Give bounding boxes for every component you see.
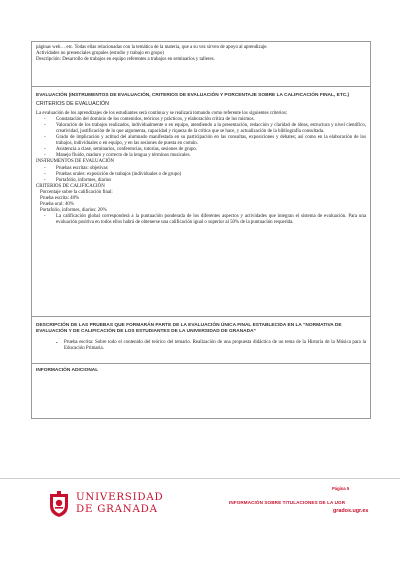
criterio-item: - Constatación del dominio de los contenidos, teóricos y prácticos, y elaboración crítica de los mismos. — [36, 117, 366, 123]
criterios-title: CRITERIOS DE EVALUACIÓN — [36, 101, 109, 108]
criterio-item: - Grado de implicación y actitud del alumnado manifestada en su participación en las consultas, exposiciones y debates; así como en la elaboración de los trabajos, individuales o en equipo, y en las sesiones de puesta en común. — [36, 135, 366, 147]
guide-table — [31, 41, 371, 419]
calificacion-title: CRITERIOS DE CALIFICACIÓN — [36, 183, 105, 189]
criterios-list — [36, 117, 366, 160]
calificacion-line: Portafolio, informes, diarios: 20% — [40, 208, 107, 214]
calificacion-note-list — [36, 214, 366, 226]
grados-link[interactable]: grados.ugr.es — [333, 508, 369, 514]
instrumento-item: - Pruebas escritas: objetivas — [36, 166, 366, 172]
calificacion-line: Prueba escrita: 40% — [40, 196, 80, 201]
criterio-item: - Valoración de los trabajos realizados, individualmente o en equipo, atendiendo a la presentación, redacción y claridad de ideas, estructura y nivel científico, creatividad, justificación de lo que argumenta, capacidad y riqueza de la crítica que se hace, y actualización de la bibliografía consultada. — [36, 123, 366, 135]
footer-info-title: INFORMACIÓN SOBRE TITULACIONES DE LA UGR — [229, 500, 346, 505]
instrumentos-list — [36, 166, 366, 184]
calificacion-line: Porcentaje sobre la calificación final: — [40, 189, 113, 195]
section-evaluacion-unica — [32, 317, 370, 364]
instrumento-item: - Portafolio, informes, diarios — [36, 178, 366, 184]
page-number: Página 5 — [332, 486, 350, 491]
instrumentos-title: INSTRUMENTOS DE EVALUACIÓN — [36, 159, 115, 165]
metodologia-line-3: Descripción: Desarrollo de trabajos en equipo referentes a trabajos en seminarios y talleres. — [36, 57, 215, 63]
metodologia-line-2: Actividades no presenciales grupales (estudio y trabajo en grupo) — [36, 51, 164, 57]
evaluacion-unica-item: • Prueba escrita: Sobre todo el contenido del teórico del temario. Realización de una propuesta didáctica de un tema de la Historia de la Música para la Educación Primaria. — [36, 340, 366, 352]
university-name-line-1: UNIVERSIDAD — [76, 492, 164, 503]
evaluacion-heading: EVALUACIÓN (INSTRUMENTOS DE EVALUACIÓN, CRITERIOS DE EVALUACIÓN Y PORCENTAJE SOBRE LA CALIFICACIÓN FINAL, ETC.) — [36, 93, 350, 98]
university-name — [76, 492, 163, 516]
section-metodologia — [32, 42, 370, 87]
criterio-item: - Asistencia a clase, seminarios, conferencias, tutorías, sesiones de grupo. — [36, 147, 366, 153]
criterios-intro: La evaluación de los aprendizajes de los estudiantes será continua y se realizará tomando como referente los siguientes criterios: — [36, 110, 288, 116]
calificacion-line: Prueba oral: 40% — [40, 202, 74, 208]
calificacion-note: - La calificación global corresponderá a la puntuación ponderada de los diferentes aspectos y actividades que integran el sistema de evaluación. Para una evaluación positiva en todos ellos habrá de obtenerse una calificación igual o superior al 50% de la puntuación requerida. — [36, 214, 366, 226]
section-evaluacion — [32, 87, 370, 317]
section-informacion-adicional — [32, 364, 370, 418]
university-name-line-2: DE GRANADA — [76, 504, 158, 515]
evaluacion-unica-heading: DESCRIPCIÓN DE LAS PRUEBAS QUE FORMARÁN PARTE DE LA EVALUACIÓN ÚNICA FINAL ESTABLECIDA EN LA “NORMATIVA DE EVALUACIÓN Y DE CALIFICACIÓN DE LOS ESTUDIANTES DE LA UNIVERSIDAD DE GRANADA” — [36, 323, 342, 335]
metodologia-line-1: páginas web… etc. Todas ellas relacionadas con la temática de la materia, que a su vez sirven de apoyo al aprendizaje. — [36, 45, 268, 50]
evaluacion-unica-list — [36, 340, 366, 352]
university-crest-icon — [48, 490, 70, 518]
instrumento-item: - Pruebas orales: exposición de trabajos (individuales o de grupo) — [36, 172, 366, 178]
informacion-adicional-heading: INFORMACIÓN ADICIONAL — [36, 368, 99, 373]
criterio-item: - Manejo fluido, maduro y correcto de la lengua y términos musicales. — [36, 153, 366, 159]
